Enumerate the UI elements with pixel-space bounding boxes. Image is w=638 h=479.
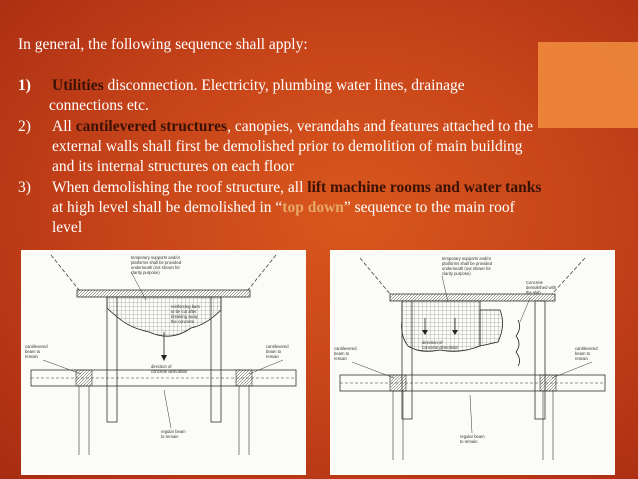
label-direction-1: direction of — [151, 364, 172, 369]
item-2-rest: , canopies, verandahs and features attached to the — [227, 118, 534, 135]
label-beam-1: regular beam — [460, 434, 485, 439]
label-top-2: platforms shall be provided — [442, 261, 493, 266]
item-2-line-3: and its internal structures on each floor — [52, 158, 294, 175]
item-1-number: 1) — [18, 77, 31, 94]
item-3-line-1 — [52, 178, 541, 198]
item-1-line-1 — [52, 76, 465, 96]
label-slab-1: Concrete — [526, 280, 543, 285]
label-beam-2: to remain — [460, 439, 478, 444]
label-bars-2: to be cut after — [171, 309, 197, 314]
item-2-line-2: external walls shall first be demolished prior to demolition of main building — [52, 138, 523, 155]
label-cant-left-2: beam to — [25, 349, 41, 354]
item-2-pre: All — [52, 118, 76, 135]
item-2-number: 2) — [18, 118, 31, 135]
accent-block — [538, 42, 638, 128]
label-cant-right-3: remain — [575, 356, 588, 361]
label-cant-left-1: cantilevered — [334, 346, 357, 351]
item-1-line-2: connections etc. — [49, 97, 149, 114]
label-cant-left-1: cantilevered — [25, 344, 48, 349]
label-top-1: temporary supports and/or — [131, 255, 181, 260]
label-cant-left-2: beam to — [334, 351, 350, 356]
label-cant-right-3: remain — [266, 354, 279, 359]
label-slab-2: demolished with — [526, 285, 557, 290]
label-top-4: clarity purpose) — [442, 271, 471, 276]
item-3-line-2a: at high level shall be demolished in “ — [52, 199, 283, 216]
item-2-line-1 — [52, 117, 533, 137]
item-3-pre: When demolishing the roof structure, all — [52, 179, 308, 196]
item-1-rest: disconnection. Electricity, plumbing water lines, drainage — [103, 77, 465, 94]
figure-top-down-demolition — [330, 250, 615, 475]
intro-text: In general, the following sequence shall apply: — [18, 36, 308, 53]
label-direction-2: concrete demolition — [422, 345, 459, 350]
figure-cantilever-demolition — [21, 250, 306, 475]
item-3-line-2 — [52, 198, 515, 218]
label-bars-4: the concrete — [171, 319, 195, 324]
label-direction-2: concrete demolition — [151, 369, 188, 374]
label-beam-2: to remain — [161, 434, 179, 439]
label-bars-3: breaking away — [171, 314, 199, 319]
label-top-3: underneath (not shown for — [131, 265, 180, 270]
item-3-number: 3) — [18, 179, 31, 196]
item-3-highlight-2: top down — [282, 199, 344, 216]
label-slab-3: the slab — [526, 290, 541, 295]
item-2-highlight: cantilevered structures — [75, 118, 228, 135]
label-cant-right-1: cantilevered — [575, 346, 598, 351]
item-3-line-2b: ” sequence to the main roof — [343, 199, 515, 216]
label-top-1: temporary supports and/or — [442, 256, 492, 261]
label-cant-left-3: remain — [334, 356, 347, 361]
label-cant-left-3: remain — [25, 354, 38, 359]
item-3-highlight: lift machine rooms and water tanks — [307, 179, 542, 196]
label-top-2: platforms shall be provided — [131, 260, 182, 265]
label-direction-1: direction of — [422, 340, 443, 345]
label-cant-right-1: cantilevered — [266, 344, 289, 349]
item-3-line-3: level — [52, 219, 83, 236]
label-beam-1: regular beam — [161, 429, 186, 434]
label-bars-1: reinforcing bars — [171, 304, 200, 309]
label-top-3: underneath (not shown for — [442, 266, 491, 271]
label-top-4: clarity purpose) — [131, 270, 160, 275]
item-1-highlight: Utilities — [52, 77, 104, 94]
label-cant-right-2: beam to — [575, 351, 591, 356]
label-cant-right-2: beam to — [266, 349, 282, 354]
